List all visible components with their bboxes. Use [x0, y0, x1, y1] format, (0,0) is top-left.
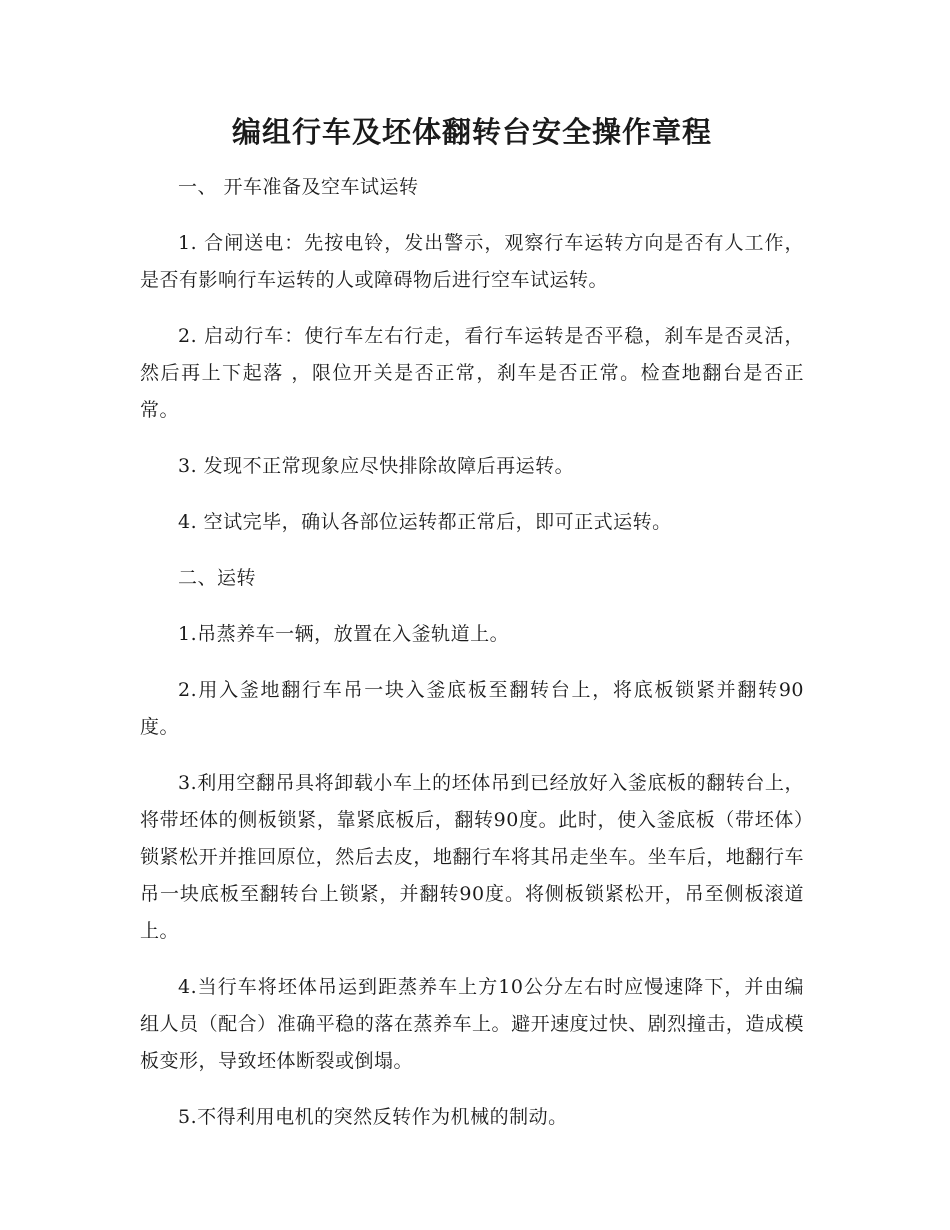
- paragraph-startup-1: 1. 合闸送电：先按电铃，发出警示，观察行车运转方向是否有人工作，是否有影响行车运转的人或障碍物后进行空车试运转。: [140, 232, 804, 291]
- paragraph-operation-3: 3.利用空翻吊具将卸载小车上的坯体吊到已经放好入釜底板的翻转台上，将带坯体的侧板锁紧，靠紧底板后，翻转90度。此时，使入釜底板（带坯体）锁紧松开并推回原位，然后去皮，地翻行车将其吊走坐车。坐车后，地翻行车吊一块底板至翻转台上锁紧，并翻转90度。将侧板锁紧松开，吊至侧板滚道上。: [140, 772, 804, 942]
- paragraph-operation-4: 4.当行车将坯体吊运到距蒸养车上方10公分左右时应慢速降下，并由编组人员（配合）准确平稳的落在蒸养车上。避开速度过快、剧烈撞击，造成模板变形，导致坯体断裂或倒塌。: [140, 976, 804, 1072]
- document-page: [140, 108, 804, 1136]
- section-heading-operation: 二、运转: [178, 567, 257, 589]
- document-title: 编组行车及坯体翻转台安全操作章程: [231, 115, 712, 149]
- paragraph-operation-5: 5.不得利用电机的突然反转作为机械的制动。: [178, 1106, 568, 1128]
- paragraph-startup-2: 2. 启动行车：使行车左右行走，看行车运转是否平稳，刹车是否灵活，然后再上下起落 ，限位开关是否正常，刹车是否正常。检查地翻台是否正常。: [140, 325, 804, 421]
- section-operation: [140, 560, 804, 1136]
- paragraph-startup-3: 3. 发现不正常现象应尽快排除故障后再运转。: [178, 455, 575, 477]
- paragraph-startup-4: 4. 空试完毕，确认各部位运转都正常后，即可正式运转。: [178, 511, 672, 533]
- paragraph-operation-2: 2.用入釜地翻行车吊一块入釜底板至翻转台上，将底板锁紧并翻转90度。: [140, 679, 804, 738]
- section-heading-startup: 一、 开车准备及空车试运转: [178, 176, 419, 198]
- section-startup: [140, 169, 804, 541]
- paragraph-operation-1: 1.吊蒸养车一辆，放置在入釜轨道上。: [178, 623, 510, 645]
